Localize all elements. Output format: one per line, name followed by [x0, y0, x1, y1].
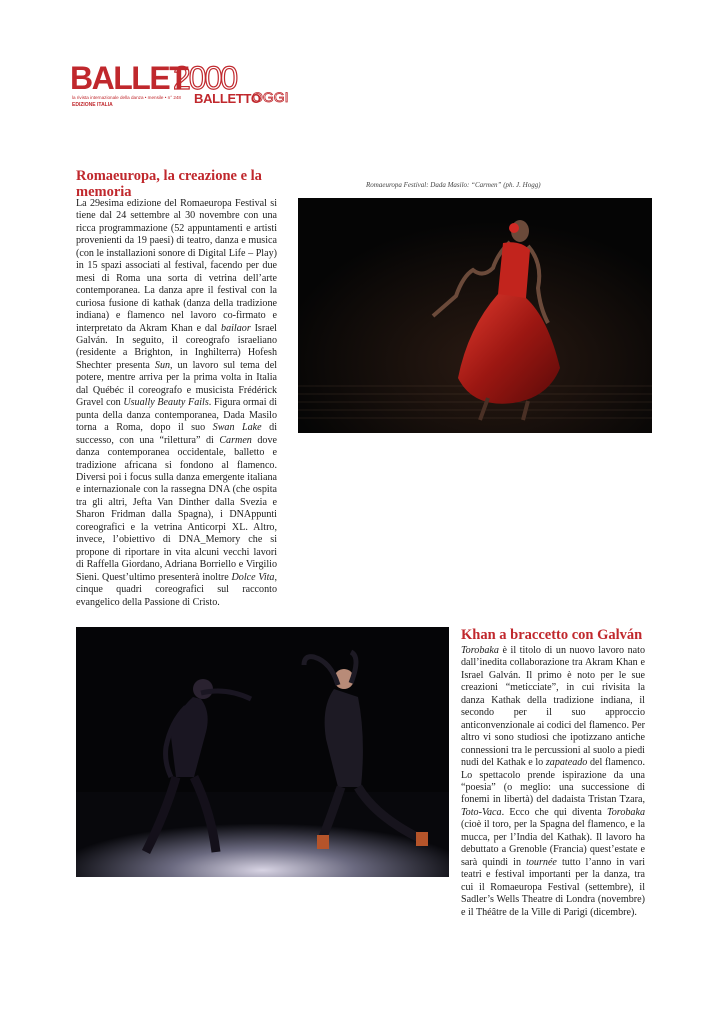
text-run: Israel Galván. In seguito, il coreografo israeliano (residente a Brighton, in Inghilterra) Hofesh Shechter presenta	[76, 322, 277, 371]
magazine-logo	[70, 60, 289, 122]
article-body-romaeuropa	[76, 198, 277, 609]
text-run: La 29esima edizione del Romaeuropa Festival si tiene dal 24 settembre al 30 novembre con una ricca programmazione (52 appuntamenti e artisti provenienti da 19 paesi) di teatro, danza e musica (con le installazioni sonore di Digital Life – Play) in 15 spazi associati al festival, facendo per due mesi di Roma una sorta di vetrina dell’arte contemporanea. La danza apre il festival con la curiosa fusione di kathak (danza della tradizione indiana) e flamenco nel lavoro co-firmato e interpretato da Akram Khan e dal	[76, 198, 277, 334]
photo-khan-galvan	[76, 627, 449, 877]
italic-text-run: tournée	[526, 856, 557, 868]
text-run: , cinque quadri coreografici sul racconto evangelico della Passione di Cristo.	[76, 571, 278, 608]
photo-carmen-dancer	[298, 198, 652, 433]
article-title-romaeuropa: Romaeuropa, la creazione e la memoria	[76, 168, 262, 200]
italic-text-run: Swan Lake	[212, 422, 262, 434]
italic-text-run: Sun	[154, 359, 171, 371]
logo-brand-year: 2000	[173, 60, 237, 96]
text-run: dove danza contemporanea occidentale, balletto e tradizione africana si fondono al flamenco. Diversi poi i focus sulla danza emergente italiana e internazionale con la rassegna DNA (che ospita tra gli altri, Jefta Van Dinther dalla Svezia e Sharon Fridman dalla Spagna), i DNAppunti coreografici e la vetrina Anticorpi XL. Altro, invece, l’obiettivo di DNA_Memory che si propone di riportare in vita alcuni vecchi lavori di Raffella Giordano, Adriana Borriello e Virgilio Sieni. Quest’ultimo presenterà inoltre	[76, 434, 277, 583]
text-run: tutto l’anno in vari teatri e festival importanti per la danza, tra cui il Romaeuropa Festival (settembre), il Sadler’s Wells Theatre di Londra (novembre) e il Théâtre de la Ville di Parigi (dicembre).	[461, 856, 645, 918]
italic-text-run: Carmen	[219, 434, 252, 446]
article-body-khan-galvan	[461, 645, 645, 919]
logo-edition: EDIZIONE ITALIA	[72, 102, 113, 108]
text-run: è il titolo di un nuovo lavoro nato dall’inedita collaborazione tra Akram Khan e Israel Galván. Il primo è noto per le sue creazioni “meticciate”, in cui rivisita la danza Kathak della tradizione indiana, il secondo per il suo approccio anticonvenzionale ai codici del flamenco. Per altro vi sono studiosi che ipotizzano antiche connessioni tra le percussioni al suolo a piedi nudi del Kathak e lo	[461, 645, 645, 769]
text-run: del flamenco. Lo spettacolo prende ispirazione da una “poesia” (o meglio: una successione di fonemi in libertà) del dadaista Tristan Tzara,	[461, 757, 646, 806]
italic-text-run: Usually Beauty Fails	[123, 397, 209, 409]
text-run: . Figura ormai di punta della danza contemporanea, Dada Masilo torna a Roma, dopo il suo	[76, 397, 277, 434]
logo-brand-sub: BALLETTO	[194, 91, 261, 106]
logo-brand-main: BALLET	[70, 60, 188, 96]
italic-text-run: Dolce Vita	[231, 571, 275, 583]
logo-tagline: la rivista internazionale della danza • mensile • n° 248	[72, 95, 181, 100]
italic-text-run: zapateado	[545, 757, 588, 769]
text-run: di successo, con una “rilettura” di	[76, 422, 278, 446]
text-run: , un lavoro sul tema del potere, mentre arriva per la prima volta in Italia dal Québéc il coreografo e musicista Frédérick Gravel con	[76, 359, 277, 409]
italic-text-run: Toto-Vaca	[461, 806, 502, 818]
photo-caption-carmen: Romaeuropa Festival: Dada Masilo: “Carmen” (ph. J. Hogg)	[366, 181, 541, 189]
article-title-khan-galvan: Khan a braccetto con Galván	[461, 627, 643, 643]
italic-text-run: bailaor	[221, 322, 251, 334]
text-run: . Ecco che qui diventa	[501, 806, 608, 818]
text-run: (cioè il toro, per la Spagna del flamenco, e la mucca, per l’India del Kathak). Il lavoro ha debuttato a Grenoble (Francia) quest’estate e sarà quindi in	[461, 819, 645, 868]
italic-text-run: Torobaka	[607, 806, 645, 818]
italic-text-run: Torobaka	[461, 645, 499, 656]
logo-brand-oggi: OGGI	[252, 89, 289, 105]
